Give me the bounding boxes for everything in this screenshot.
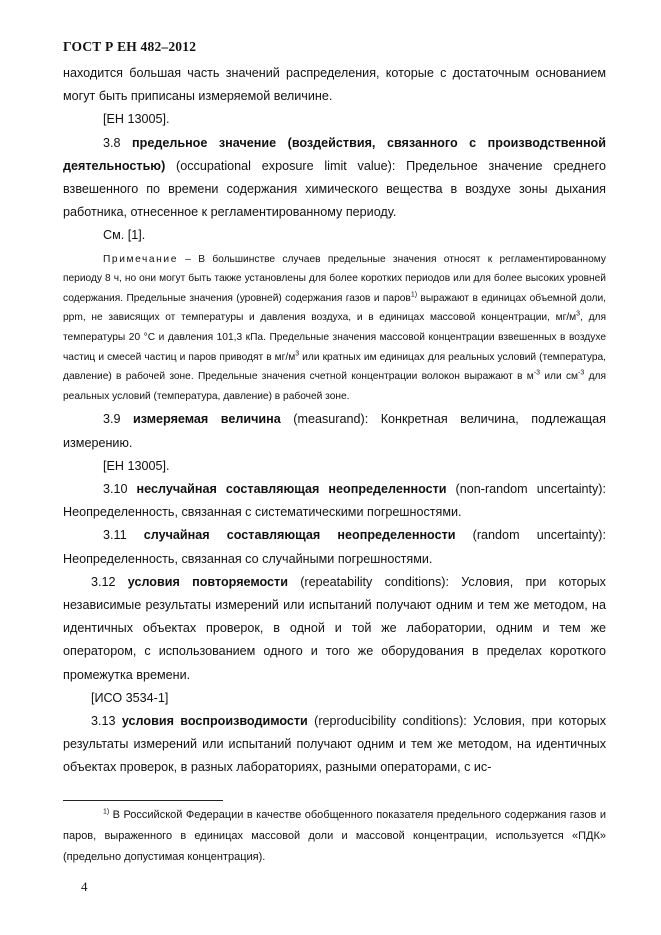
continued-paragraph: находится большая часть значений распределения, которые с достаточным основанием могут быть приписаны измеряемой величине.	[63, 66, 606, 104]
term-3-13-number: 3.13	[91, 714, 116, 729]
term-3-10-title: неслучайная составляющая неопределенности	[136, 481, 447, 496]
footnote-marker: 1)	[410, 291, 418, 299]
term-3-12-title: условия повторяемости	[127, 574, 288, 589]
term-3-8-definition: (occupational exposure limit value): Предельное значение среднего взвешенного по времени содержания химического вещества в воздухе зоны дыхания работника, отнесенное к регламентированному периоду.	[63, 158, 606, 220]
superscript: 3	[576, 311, 581, 319]
superscript: -3	[578, 369, 585, 377]
term-3-12-number: 3.12	[91, 574, 116, 589]
note-block	[63, 250, 606, 407]
footnote-text: В Российской Федерации в качестве обобщенного показателя предельного содержания газов и паров, выраженного в единицах массовой доли и массовой концентрации, используется «ПДК» (предельно допустимая концентрация).	[63, 809, 606, 863]
term-3-8-number: 3.8	[103, 135, 121, 150]
note-text: , для температуры 20 °С и давления 101,3 кПа. Предельные значения массовой концентрации взвешенных в воздухе частиц и смесей частиц и паров приводят в мг/м	[63, 312, 606, 363]
reference-13005-b: [ЕН 13005].	[103, 458, 170, 473]
term-3-10-number: 3.10	[103, 481, 128, 496]
note-text: или см	[540, 371, 579, 383]
note-text: – В большинстве случаев предельные значения относят к регламентированному периоду 8 ч, но они могут быть также установлены для более коротких периодов или для более высоких уровней содержания. Предельные значения (уровней) содержания газов и паров	[63, 253, 606, 304]
superscript: -3	[533, 369, 541, 377]
term-3-13-definition: (reproducibility conditions): Условия, при которых результаты измерений или испытаний получают одним и тем же методом, на идентичных объектах проверок, в разных лабораториях, разными операторами, с ис-	[63, 714, 607, 775]
footnote-mark: 1)	[103, 808, 110, 816]
note-text: для реальных условий (температура, давление) в рабочей зоне.	[63, 371, 606, 402]
term-3-13	[63, 710, 606, 780]
footnote-divider	[63, 800, 223, 801]
term-3-10	[63, 478, 606, 524]
term-3-10-definition: (non-random uncertainty): Неопределенность, связанная с систематическими погрешностями.	[63, 481, 606, 520]
term-3-8	[63, 132, 606, 225]
note-text: или кратных им единицах для реальных условий (температура, давление) в рабочей зоне. Предельные значения счетной концентрации волокон выражают в м	[63, 351, 606, 383]
page-number: 4	[81, 879, 88, 894]
term-3-9-definition: (measurand): Конкретная величина, подлежащая измерению.	[63, 412, 606, 450]
term-3-12-definition: (repeatability conditions): Условия, при которых независимые результаты измерений или испытаний получают одним и тем же методом, на идентичных объектах проверок, в одной и той же лаборатории, одним и тем же оператором, с использованием одного и того же оборудования в пределах короткого промежутка времени.	[63, 574, 606, 682]
standard-header: ГОСТ Р ЕН 482–2012	[63, 39, 197, 54]
note-text: выражают в единицах объемной доли, ppm, не зависящих от температуры и давления воздуха, и в единицах массовой концентрации, мг/м	[63, 292, 606, 324]
document-body	[63, 62, 606, 780]
term-3-11-number: 3.11	[103, 528, 127, 543]
term-3-11	[63, 524, 606, 570]
term-3-9	[63, 408, 606, 454]
reference-iso-3534-1: [ИСО 3534-1]	[91, 690, 169, 705]
term-3-13-title: условия воспроизводимости	[121, 714, 308, 729]
term-3-9-number: 3.9	[103, 412, 121, 427]
see-reference: См. [1].	[103, 228, 146, 243]
footnote	[63, 805, 606, 868]
term-3-8-title: предельное значение (воздействия, связанного с производственной деятельностью)	[63, 135, 606, 173]
note-label: Примечание	[103, 253, 178, 265]
superscript: 3	[295, 350, 300, 358]
term-3-11-definition: (random uncertainty): Неопределенность, связанная со случайными погрешностями.	[63, 528, 606, 566]
term-3-9-title: измеряемая величина	[133, 412, 281, 427]
reference-13005-a: [ЕН 13005].	[103, 112, 170, 127]
term-3-12	[63, 571, 606, 687]
term-3-11-title: случайная составляющая неопределенности	[143, 528, 456, 543]
